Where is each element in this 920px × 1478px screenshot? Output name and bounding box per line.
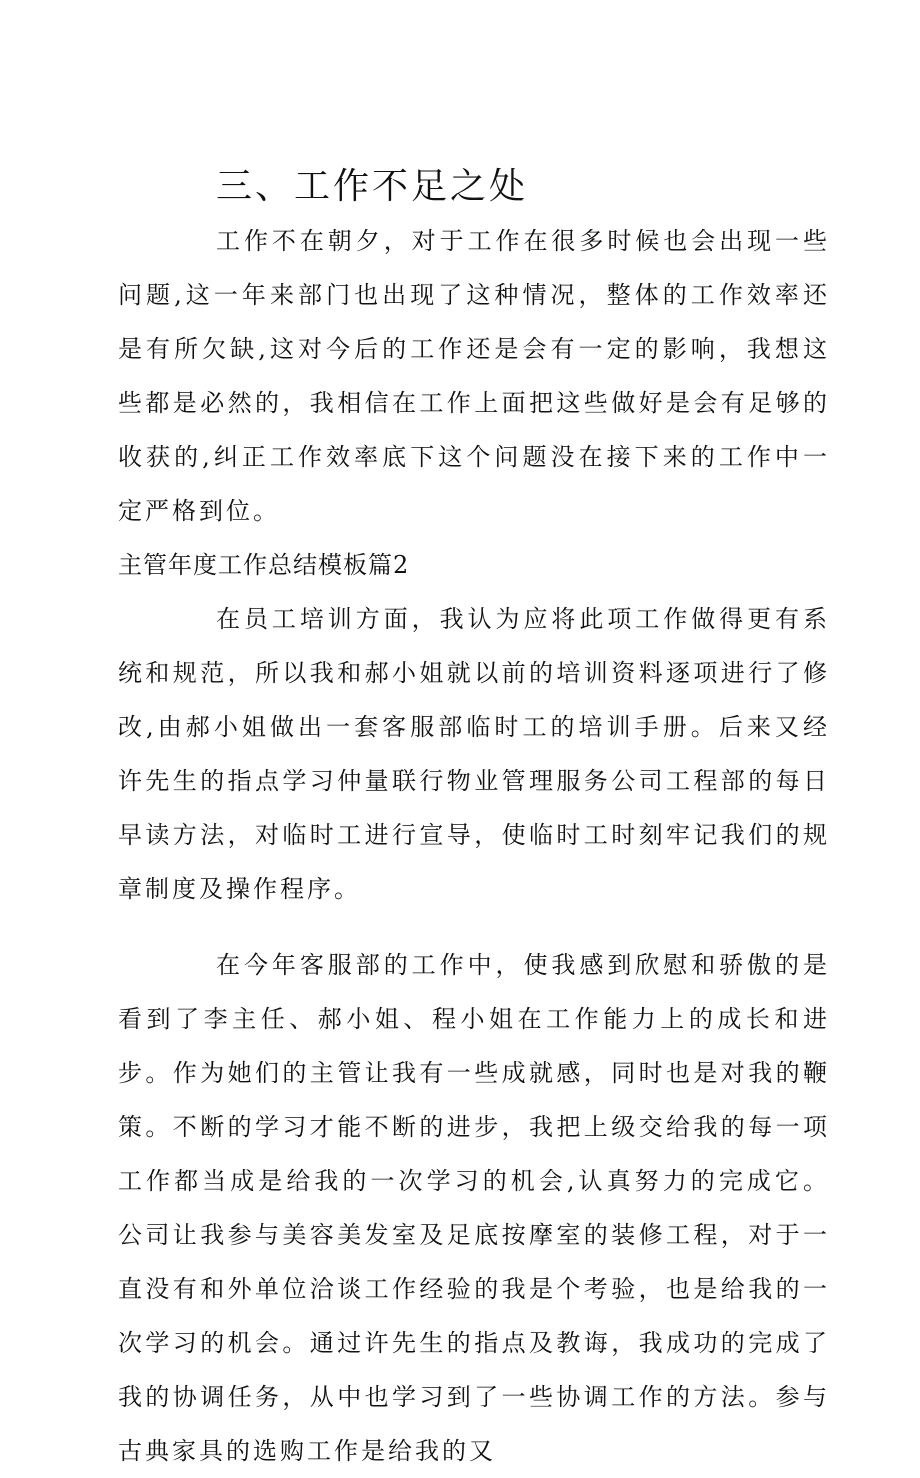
body-paragraph-1: 在员工培训方面，我认为应将此项工作做得更有系统和规范，所以我和郝小姐就以前的培训资料逐项进行了修改,由郝小姐做出一套客服部临时工的培训手册。后来又经许先生的指点学习仲量联行物业管理服务公司工程部的每日早读方法，对临时工进行宣导，使临时工时刻牢记我们的规章制度及操作程序。 (118, 605, 830, 903)
body-paragraph-2: 在今年客服部的工作中，使我感到欣慰和骄傲的是看到了李主任、郝小姐、程小姐在工作能力上的成长和进步。作为她们的主管让我有一些成就感，同时也是对我的鞭策。不断的学习才能不断的进步，我把上级交给我的每一项工作都当成是给我的一次学习的机会,认真努力的完成它。公司让我参与美容美发室及足底按摩室的装修工程，对于一直没有和外单位洽谈工作经验的我是个考验，也是给我的一次学习的机会。通过许先生的指点及教诲，我成功的完成了我的协调任务，从中也学习到了一些协调工作的方法。参与古典家具的选购工作是给我的又 (118, 951, 830, 1465)
section-heading: 三、工作不足之处 (216, 166, 529, 207)
document-body (118, 160, 830, 1478)
article-title: 主管年度工作总结模板篇2 (118, 551, 410, 579)
section-paragraph: 工作不在朝夕，对于工作在很多时候也会出现一些问题,这一年来部门也出现了这种情况，整体的工作效率还是有所欠缺,这对今后的工作还是会有一定的影响，我想这些都是必然的，我相信在工作上面把这些做好是会有足够的收获的,纠正工作效率底下这个问题没在接下来的工作中一定严格到位。 (118, 227, 830, 525)
